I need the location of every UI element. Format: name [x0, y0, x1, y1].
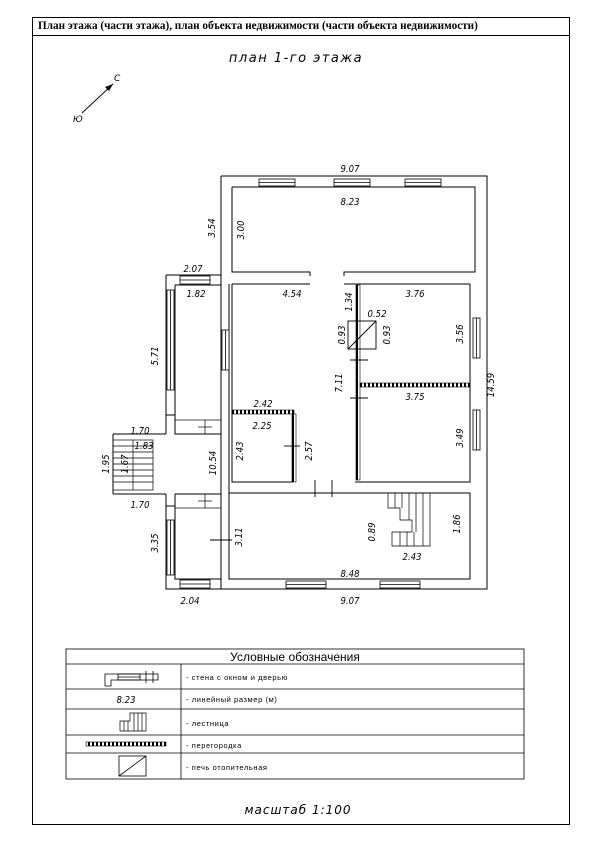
dim-left-overall: 10.54	[208, 450, 219, 476]
dim-porch-stair: 1.83	[134, 441, 154, 452]
dim-room-right-top: 3.76	[405, 289, 425, 300]
page-title: План этажа (части этажа), план объекта недвижимости (части объекта недвижимости)	[32, 17, 570, 36]
legend-partition-sample	[86, 742, 166, 746]
dim-room-top-width: 8.23	[340, 197, 360, 208]
partitions	[232, 285, 470, 482]
interior-stairs-icon	[388, 493, 430, 546]
dim-hall-width: 4.54	[282, 289, 302, 300]
dim-veranda-height: 5.71	[150, 346, 161, 366]
legend-stove-sample-icon	[119, 756, 146, 776]
dim-bottom-overall: 9.07	[340, 596, 360, 607]
compass-south-label: Ю	[73, 115, 83, 125]
legend-desc-partition: - перегородка	[186, 741, 242, 750]
dim-stair-width: 0.89	[367, 522, 378, 542]
plan-title: план 1-го этажа	[228, 51, 364, 66]
dim-bottom-left-width: 2.04	[180, 596, 200, 607]
legend-sample-dimension: 8.23	[116, 695, 136, 706]
dim-porch-top: 1.70	[130, 426, 150, 437]
legend-table	[66, 649, 524, 779]
stove-icon	[348, 321, 376, 349]
dim-room-right-mid-height: 3.49	[455, 428, 466, 448]
dim-small-room-outer: 2.42	[253, 399, 273, 410]
legend-desc-stairs: - лестница	[186, 719, 230, 728]
dim-small-room-inner: 2.25	[252, 421, 272, 432]
compass-arrow-icon	[82, 84, 113, 113]
dim-porch-width: 1.95	[101, 454, 112, 474]
dim-porch-bottom: 1.70	[130, 500, 150, 511]
dim-porch-inner: 1.67	[120, 454, 131, 474]
dim-bottom-left-height: 3.35	[150, 533, 161, 553]
dim-stove-right: 0.93	[382, 325, 393, 345]
legend-stairs-sample-icon	[120, 713, 146, 731]
dim-veranda-inner: 1.82	[186, 289, 206, 300]
legend-desc-wall: - стена с окном и дверью	[186, 673, 288, 682]
scale-label: масштаб 1:100	[244, 803, 352, 817]
dim-left-top-height: 3.54	[207, 218, 218, 238]
dim-right-overall: 14.59	[486, 372, 497, 398]
dim-room-right-height: 3.56	[455, 324, 466, 344]
dim-room-top-height: 3.00	[236, 220, 247, 240]
dim-small-room-height: 2.43	[235, 441, 246, 461]
dim-room-right-mid: 3.75	[405, 392, 425, 403]
legend-desc-dimension: - линейный размер (м)	[186, 695, 278, 704]
dim-small-room-depth: 2.57	[304, 441, 315, 461]
legend-wall-sample-icon	[105, 671, 158, 686]
dim-top-overall: 9.07	[340, 164, 360, 175]
dim-veranda-top: 2.07	[183, 264, 203, 275]
dim-center-height: 7.11	[334, 373, 345, 393]
dim-stair-length: 2.43	[402, 552, 422, 563]
dim-bottom-room-width: 8.48	[340, 569, 360, 580]
legend-desc-stove: - печь отопительная	[186, 763, 268, 772]
dim-stove-top: 0.52	[367, 309, 387, 320]
dim-bottom-room-height: 3.11	[234, 527, 245, 547]
compass-north-label: С	[114, 74, 121, 84]
dim-stove-left: 0.93	[337, 325, 348, 345]
legend-title: Условные обозначения	[230, 650, 360, 664]
dim-bottom-right-height: 1.86	[452, 514, 463, 534]
dim-partition-1: 1.34	[344, 292, 355, 312]
